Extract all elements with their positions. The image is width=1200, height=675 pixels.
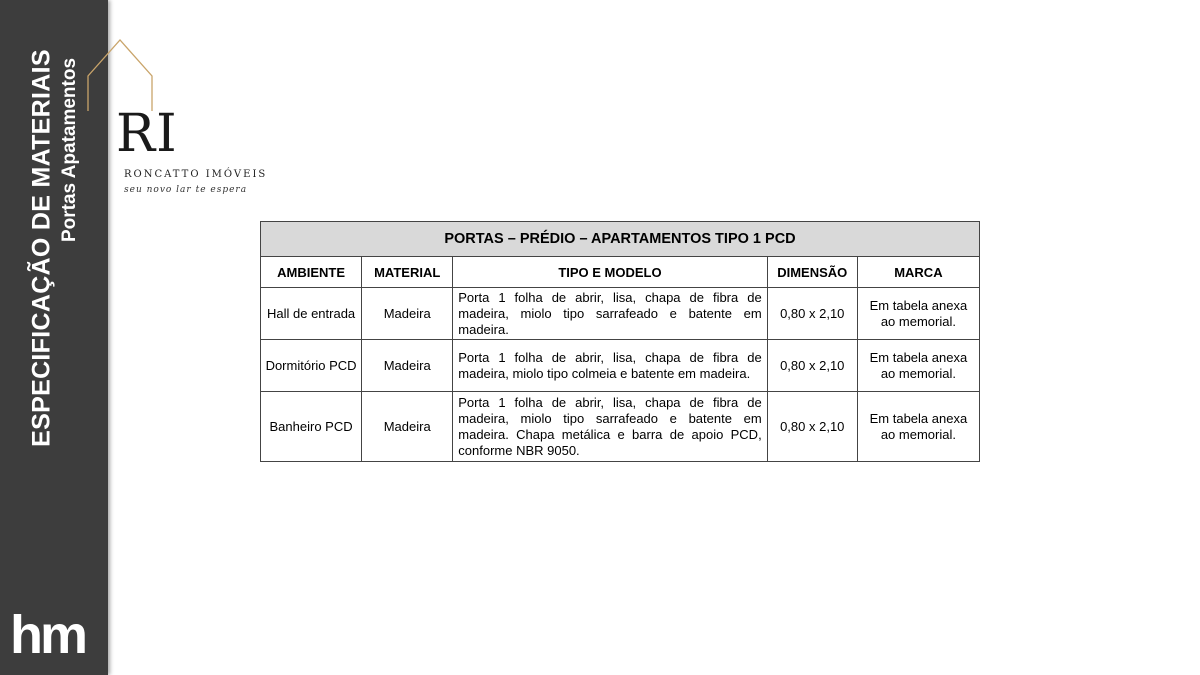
cell-dimensao: 0,80 x 2,10	[767, 392, 857, 462]
cell-ambiente: Hall de entrada	[261, 288, 362, 340]
cell-dimensao: 0,80 x 2,10	[767, 340, 857, 392]
cell-tipo: Porta 1 folha de abrir, lisa, chapa de fibra de madeira, miolo tipo colmeia e batente em madeira.	[453, 340, 767, 392]
vertical-subtitle: Portas Apatamentos	[59, 57, 80, 243]
cell-material: Madeira	[362, 288, 453, 340]
cell-ambiente: Banheiro PCD	[261, 392, 362, 462]
logo-company-name: RONCATTO IMÓVEIS	[124, 169, 268, 180]
cell-ambiente: Dormitório PCD	[261, 340, 362, 392]
table-row	[261, 340, 980, 392]
cell-dimensao: 0,80 x 2,10	[767, 288, 857, 340]
cell-marca: Em tabela anexa ao memorial.	[857, 392, 979, 462]
cell-material: Madeira	[362, 340, 453, 392]
brand-logo: hm	[10, 605, 85, 665]
doors-spec-table	[260, 221, 980, 462]
cell-tipo: Porta 1 folha de abrir, lisa, chapa de fibra de madeira, miolo tipo sarrafeado e batente em madeira.	[453, 288, 767, 340]
cell-tipo: Porta 1 folha de abrir, lisa, chapa de fibra de madeira, miolo tipo sarrafeado e batente em madeira. Chapa metálica e barra de apoio PCD, conforme NBR 9050.	[453, 392, 767, 462]
table-title: PORTAS – PRÉDIO – APARTAMENTOS TIPO 1 PCD	[261, 222, 980, 257]
cell-marca: Em tabela anexa ao memorial.	[857, 288, 979, 340]
logo-monogram: RI	[116, 104, 178, 164]
table-row	[261, 392, 980, 462]
header-marca: MARCA	[857, 257, 979, 288]
table-row	[261, 288, 980, 340]
header-material: MATERIAL	[362, 257, 453, 288]
header-tipo-modelo: TIPO E MODELO	[453, 257, 767, 288]
logo-tagline: seu novo lar te espera	[124, 185, 248, 195]
cell-material: Madeira	[362, 392, 453, 462]
vertical-title: ESPECIFICAÇÃO DE MATERIAIS	[27, 49, 56, 447]
header-dimensao: DIMENSÃO	[767, 257, 857, 288]
header-ambiente: AMBIENTE	[261, 257, 362, 288]
cell-marca: Em tabela anexa ao memorial.	[857, 340, 979, 392]
company-logo	[60, 36, 268, 195]
